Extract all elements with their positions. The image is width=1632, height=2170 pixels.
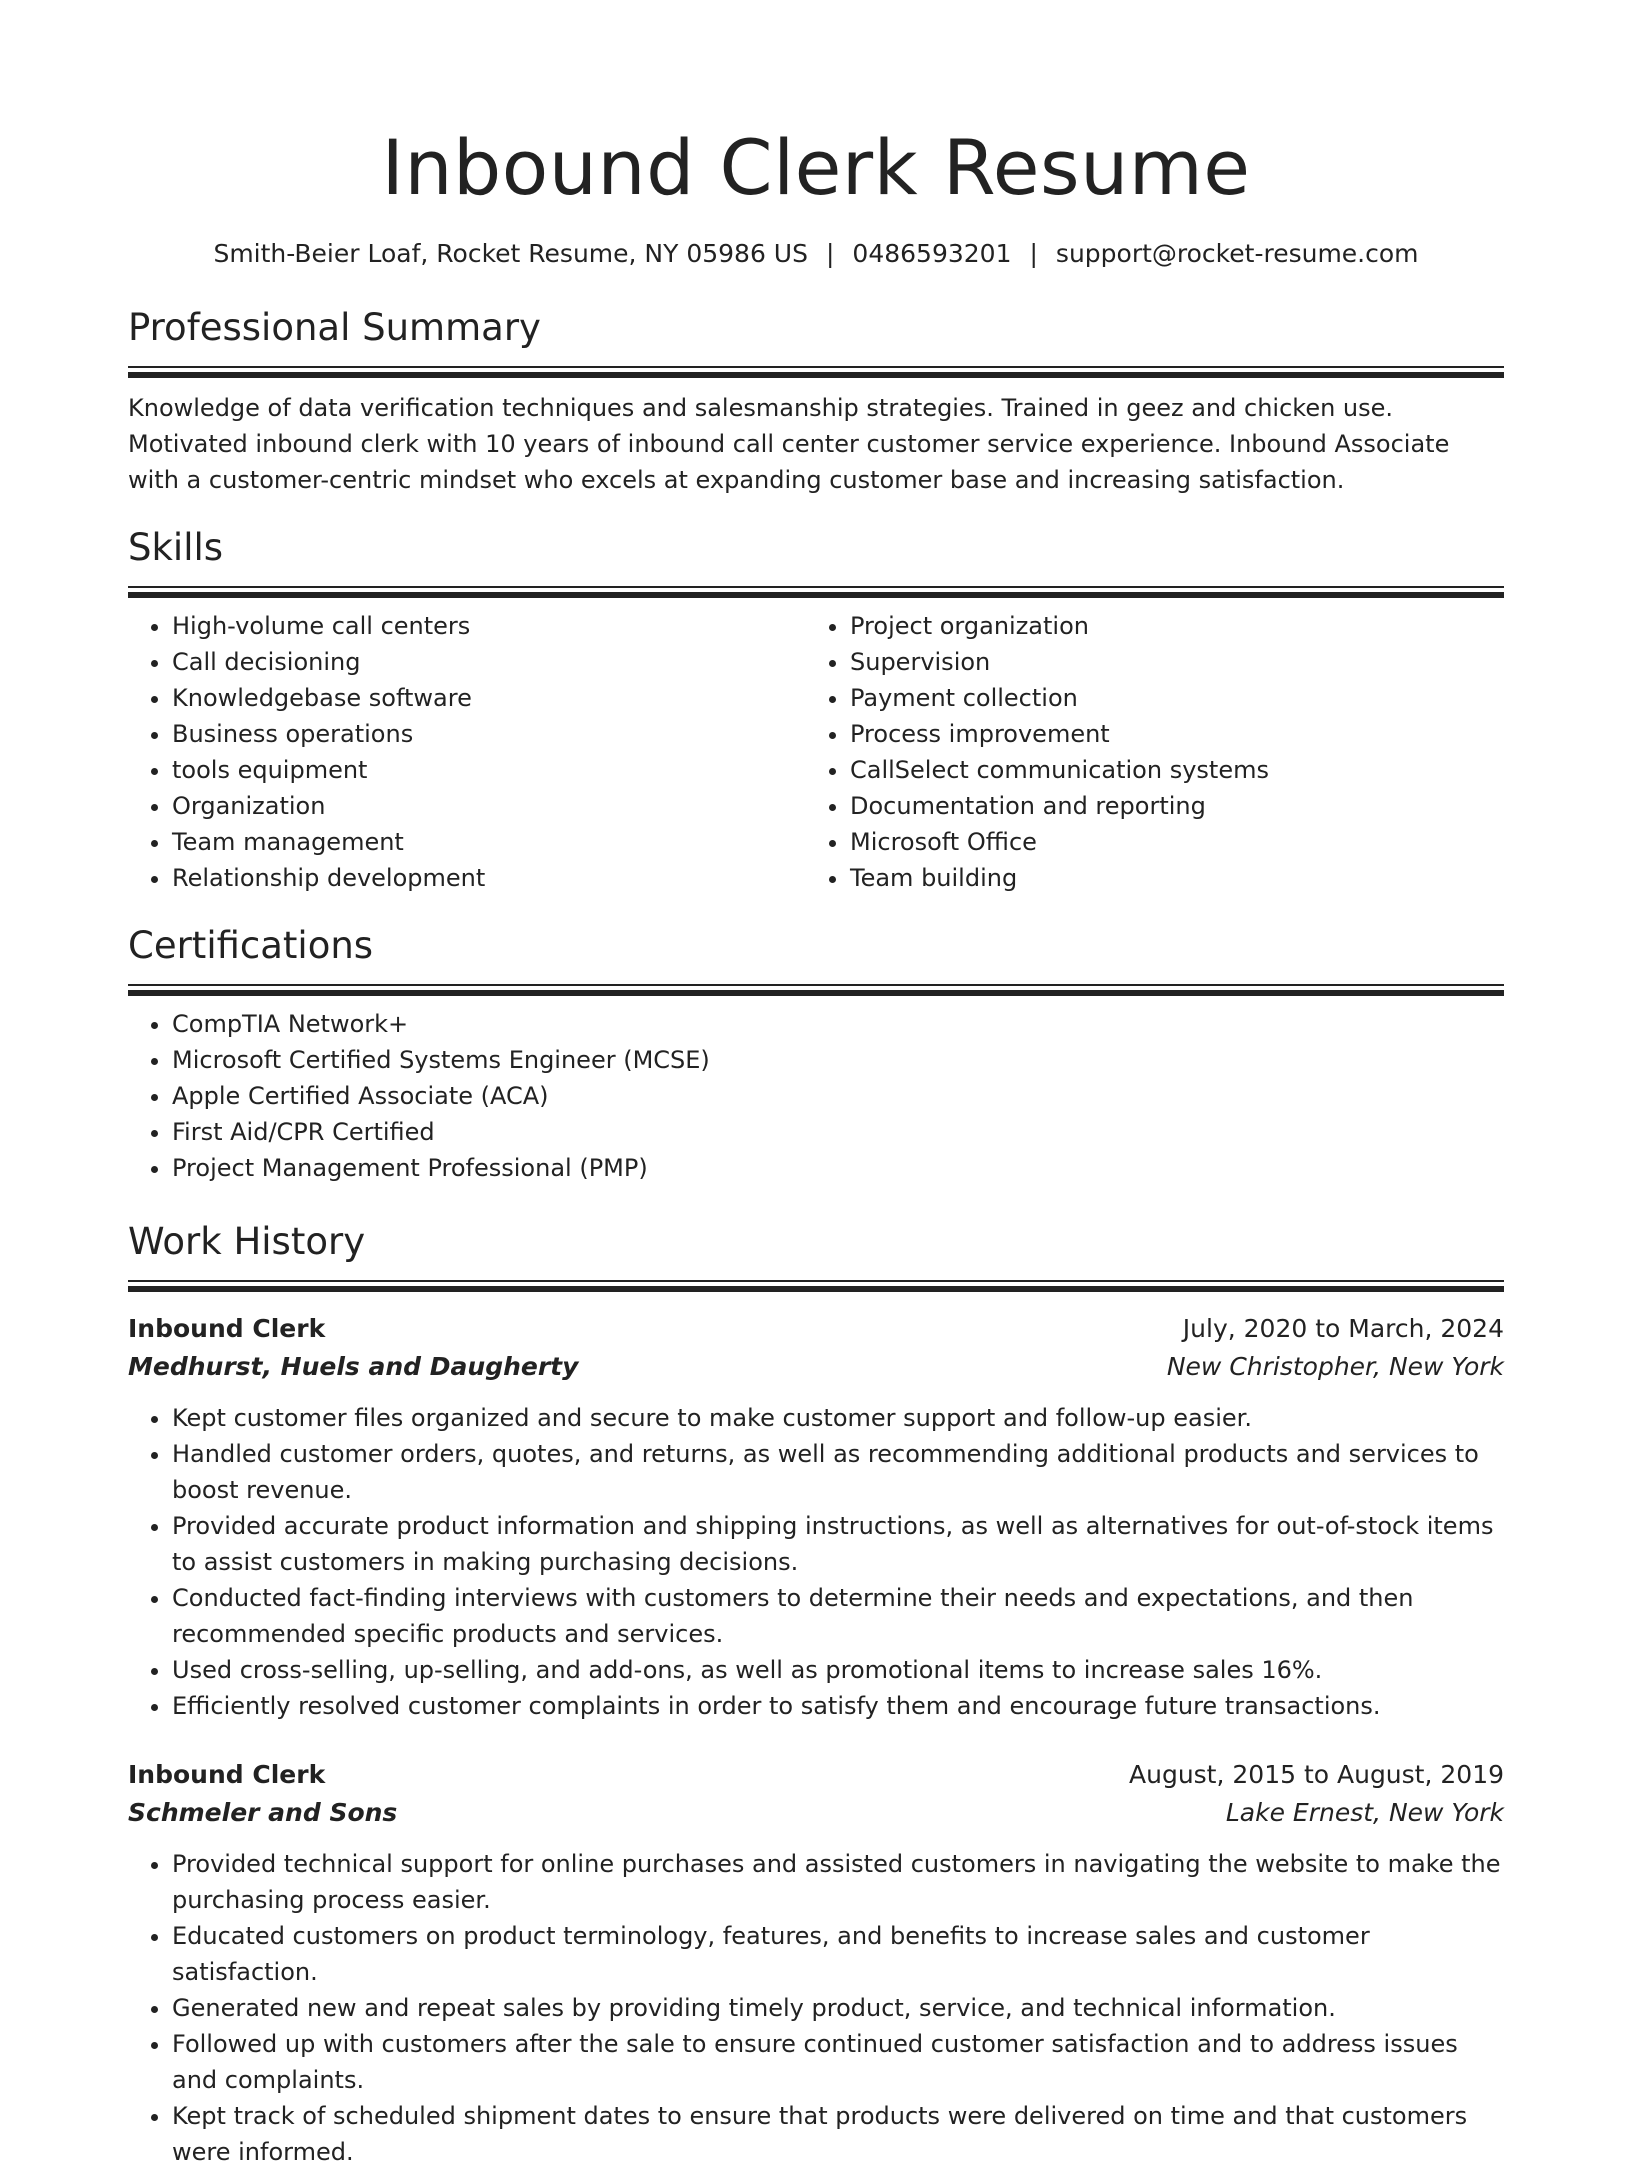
job-location: New Christopher, New York <box>1166 1352 1504 1381</box>
section-heading-work-history: Work History <box>128 1220 366 1263</box>
section-divider <box>128 586 1504 598</box>
skill-item: • Team building <box>850 860 1484 896</box>
skill-item: • Process improvement <box>850 716 1484 752</box>
skill-item: • Supervision <box>850 644 1484 680</box>
skill-item: • Microsoft Office <box>850 824 1484 860</box>
job-dates: August, 2015 to August, 2019 <box>1129 1760 1504 1789</box>
job-bullet: • Kept track of scheduled shipment dates to ensure that products were delivered on time and that customers were informed. <box>172 2098 1504 2170</box>
job-location: Lake Ernest, New York <box>1225 1798 1504 1827</box>
skill-item: • Business operations <box>172 716 806 752</box>
contact-address: Smith-Beier Loaf, Rocket Resume, NY 05986 US <box>213 239 808 268</box>
certifications-list <box>128 1006 1504 1186</box>
job-header-row <box>128 1310 1504 1348</box>
job-bullet: • Kept customer files organized and secure to make customer support and follow-up easier. <box>172 1400 1504 1436</box>
job-dates: July, 2020 to March, 2024 <box>1182 1314 1504 1343</box>
job-title: Inbound Clerk <box>128 1314 326 1343</box>
certifications-section <box>128 924 1504 1186</box>
section-heading-certifications: Certifications <box>128 924 374 967</box>
certification-item: • Microsoft Certified Systems Engineer (MCSE) <box>172 1042 1504 1078</box>
skill-item: • Documentation and reporting <box>850 788 1484 824</box>
contact-separator: | <box>825 239 835 268</box>
section-divider <box>128 1280 1504 1292</box>
job-header-row <box>128 1756 1504 1794</box>
job-bullet: • Handled customer orders, quotes, and returns, as well as recommending additional products and services to boost revenue. <box>172 1436 1504 1508</box>
job-bullet: • Conducted fact-finding interviews with customers to determine their needs and expectations, and then recommended specific products and services. <box>172 1580 1504 1652</box>
job-title: Inbound Clerk <box>128 1760 326 1789</box>
skills-grid <box>128 598 1504 896</box>
section-divider <box>128 984 1504 996</box>
contact-phone: 0486593201 <box>852 239 1012 268</box>
skill-item: • tools equipment <box>172 752 806 788</box>
job-company-row <box>128 1794 1504 1832</box>
job-bullets <box>128 1400 1504 1724</box>
job-bullet: • Generated new and repeat sales by providing timely product, service, and technical information. <box>172 1990 1504 2026</box>
contact-separator: | <box>1029 239 1038 268</box>
skills-list-left <box>128 608 806 896</box>
contact-email[interactable]: support@rocket-resume.com <box>1055 239 1419 268</box>
skill-item: • Team management <box>172 824 806 860</box>
skills-column-right <box>806 598 1484 896</box>
job-bullet: • Used cross-selling, up-selling, and add-ons, as well as promotional items to increase sales 16%. <box>172 1652 1504 1688</box>
skill-item: • Knowledgebase software <box>172 680 806 716</box>
page-title: Inbound Clerk Resume <box>381 123 1251 212</box>
job-company-row <box>128 1348 1504 1386</box>
skill-item: • Relationship development <box>172 860 806 896</box>
job-company: Medhurst, Huels and Daugherty <box>128 1352 579 1381</box>
job-bullet: • Educated customers on product terminology, features, and benefits to increase sales and customer satisfaction. <box>172 1918 1504 1990</box>
job-bullet: • Provided accurate product information and shipping instructions, as well as alternatives for out-of-stock items to assist customers in making purchasing decisions. <box>172 1508 1504 1580</box>
summary-section <box>128 306 1504 498</box>
job-company: Schmeler and Sons <box>128 1798 398 1827</box>
section-heading-summary: Professional Summary <box>128 306 541 349</box>
job-bullet: • Followed up with customers after the sale to ensure continued customer satisfaction and to address issues and complaints. <box>172 2026 1504 2098</box>
skill-item: • Project organization <box>850 608 1484 644</box>
section-heading-skills: Skills <box>128 526 224 569</box>
job-bullet: • Efficiently resolved customer complaints in order to satisfy them and encourage future transactions. <box>172 1688 1504 1724</box>
certification-item: • Project Management Professional (PMP) <box>172 1150 1504 1186</box>
skills-section <box>128 526 1504 896</box>
job-bullets <box>128 1846 1504 2170</box>
certification-item: • Apple Certified Associate (ACA) <box>172 1078 1504 1114</box>
work-history-section <box>128 1220 1504 2170</box>
skill-item: • Payment collection <box>850 680 1484 716</box>
skill-item: • CallSelect communication systems <box>850 752 1484 788</box>
section-divider <box>128 366 1504 378</box>
summary-text: Knowledge of data verification techniques and salesmanship strategies. Trained in geez and chicken use. Motivated inbound clerk with 10 years of inbound call center customer service experience. Inbound Associate with a customer-centric mindset who excels at expanding customer base and increasing satisfaction. <box>128 394 1450 494</box>
job-entry <box>128 1310 1504 1724</box>
skill-item: • Organization <box>172 788 806 824</box>
contact-line <box>128 238 1504 270</box>
job-entry <box>128 1756 1504 2170</box>
skill-item: • Call decisioning <box>172 644 806 680</box>
skill-item: • High-volume call centers <box>172 608 806 644</box>
resume-page <box>128 0 1504 2170</box>
job-bullet: • Provided technical support for online purchases and assisted customers in navigating the website to make the purchasing process easier. <box>172 1846 1504 1918</box>
skills-list-right <box>806 608 1484 896</box>
certification-item: • CompTIA Network+ <box>172 1006 1504 1042</box>
skills-column-left <box>128 598 806 896</box>
certification-item: • First Aid/CPR Certified <box>172 1114 1504 1150</box>
